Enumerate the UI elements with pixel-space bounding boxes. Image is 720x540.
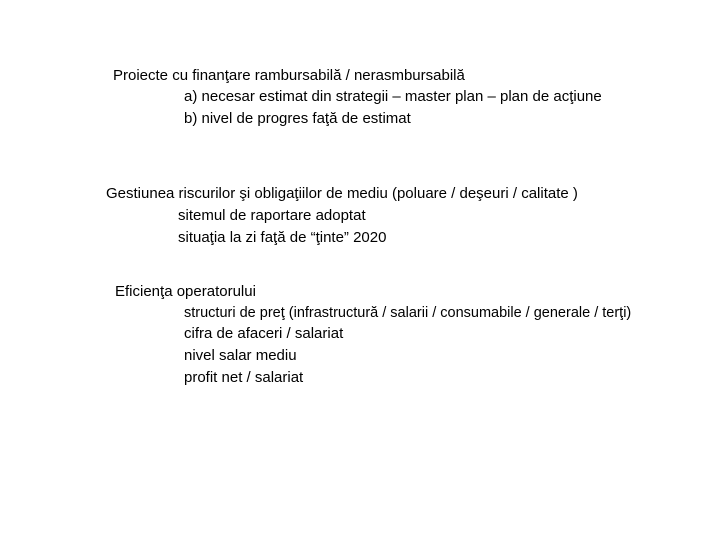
list-item: nivel salar mediu xyxy=(184,347,297,364)
list-item: structuri de preţ (infrastructură / salarii / consumabile / generale / terţi) xyxy=(184,305,632,321)
list-item: b) nivel de progres faţă de estimat xyxy=(184,110,411,127)
list-item: cifra de afaceri / salariat xyxy=(184,325,344,342)
list-item: profit net / salariat xyxy=(184,369,304,386)
list-item: a) necesar estimat din strategii – master plan – plan de acţiune xyxy=(184,88,602,105)
section-heading: Proiecte cu finanţare rambursabilă / nerasmbursabilă xyxy=(113,67,465,84)
list-item: sitemul de raportare adoptat xyxy=(178,207,366,224)
section-heading: Eficienţa operatorului xyxy=(115,283,256,300)
section-heading: Gestiunea riscurilor şi obligaţiilor de mediu (poluare / deşeuri / calitate ) xyxy=(106,185,578,202)
list-item: situaţia la zi faţă de “ţinte” 2020 xyxy=(178,229,387,246)
